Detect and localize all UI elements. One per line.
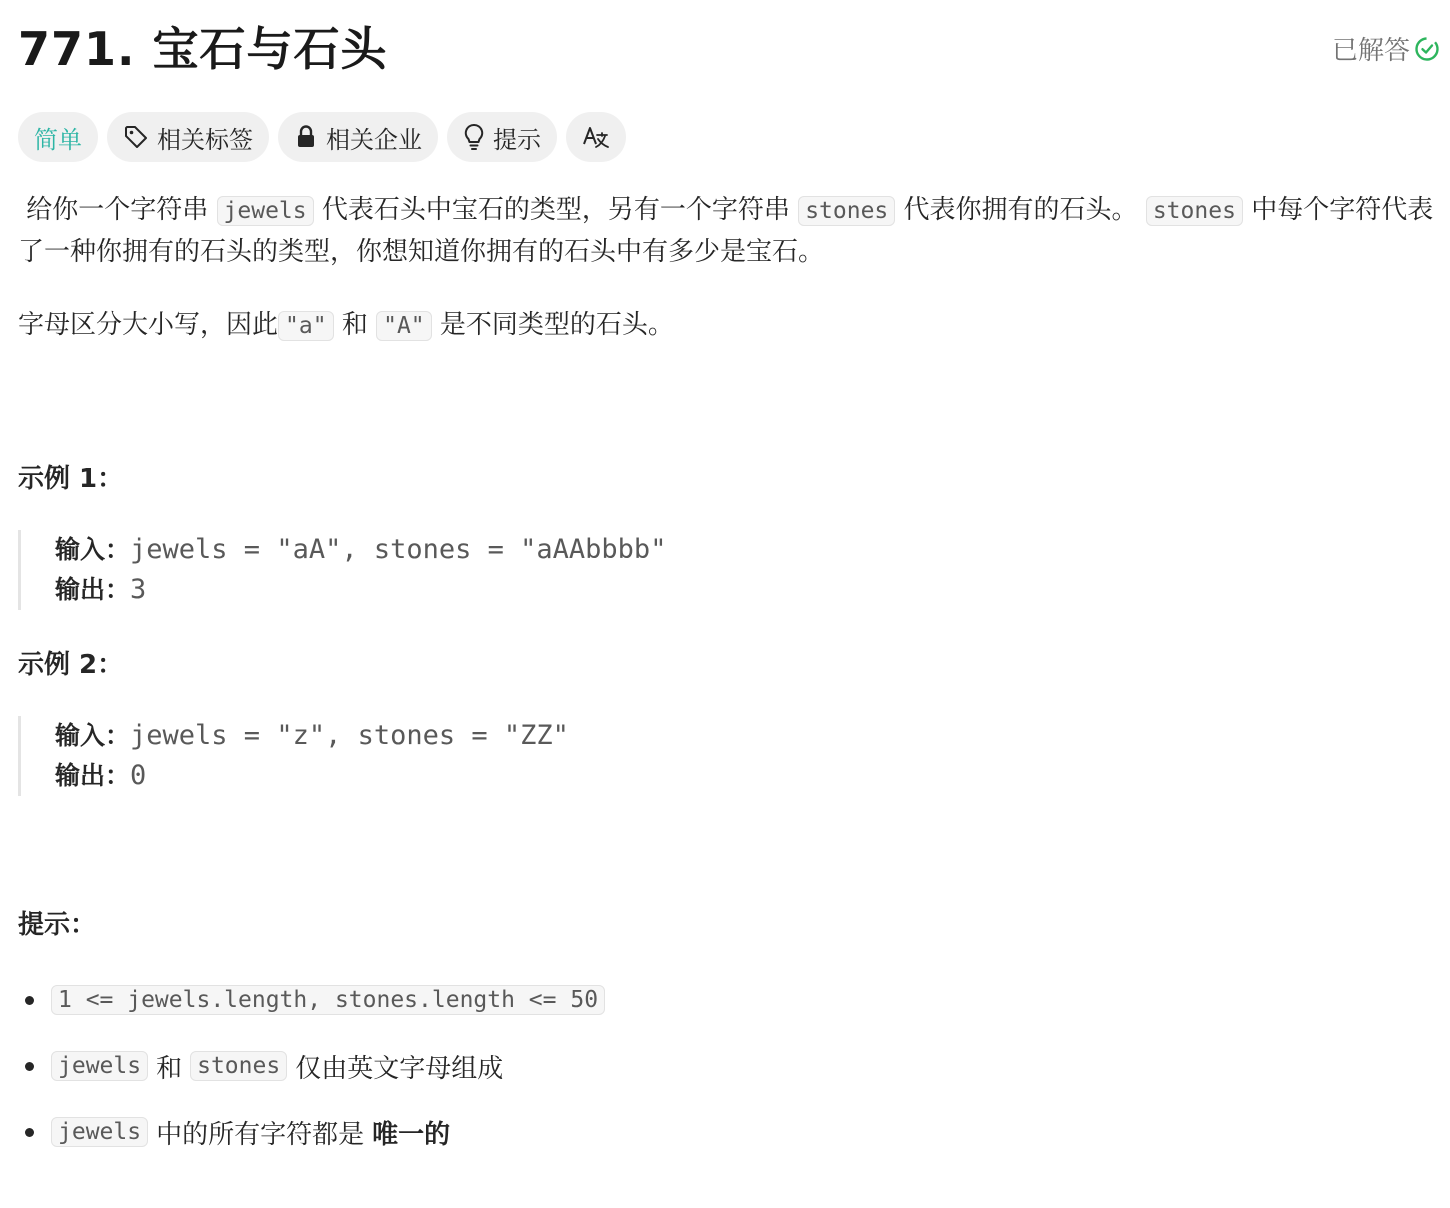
text: 代表石头中宝石的类型，另有一个字符串 bbox=[321, 195, 790, 225]
list-item bbox=[18, 1044, 511, 1088]
text: 中每个字符代表了一种你拥有的石头的类型，你想知道你拥有的石头中有多少是宝石。 bbox=[18, 195, 1434, 267]
input-value: jewels = "aA", stones = "aAAbbbb" bbox=[130, 534, 667, 565]
description-paragraph-2 bbox=[18, 305, 1436, 347]
example-2-block bbox=[18, 716, 918, 796]
example-1-block bbox=[18, 530, 918, 610]
code-jewels: jewels bbox=[217, 196, 314, 226]
translate-button[interactable] bbox=[566, 112, 626, 162]
lightbulb-icon bbox=[463, 123, 485, 151]
output-value: 0 bbox=[130, 760, 147, 791]
example-2-input bbox=[55, 716, 918, 756]
code-stones: stones bbox=[798, 196, 895, 226]
list-item bbox=[18, 978, 605, 1022]
output-value: 3 bbox=[130, 574, 147, 605]
problem-title: 771. 宝石与石头 bbox=[18, 22, 388, 76]
solved-label: 已解答 bbox=[1331, 36, 1410, 66]
problem-header bbox=[18, 18, 1440, 82]
example-1-title: 示例 1： bbox=[18, 464, 124, 494]
text: 给你一个字符串 bbox=[26, 195, 209, 225]
list-item bbox=[18, 1110, 450, 1154]
tag-icon bbox=[123, 124, 149, 150]
code-jewels: jewels bbox=[51, 1051, 148, 1081]
difficulty-label: 简单 bbox=[34, 125, 82, 154]
problem-tags bbox=[18, 112, 626, 162]
text: 字母区分大小写，因此 bbox=[18, 310, 279, 340]
code-jewels: jewels bbox=[51, 1117, 148, 1147]
input-label: 输入： bbox=[55, 721, 131, 750]
description-paragraph-1 bbox=[18, 190, 1436, 273]
text: 代表你拥有的石头。 bbox=[903, 195, 1138, 225]
code-uppercase-a: "A" bbox=[376, 311, 432, 341]
text: 和 bbox=[341, 310, 368, 340]
text: 是不同类型的石头。 bbox=[439, 310, 674, 340]
output-label: 输出： bbox=[55, 761, 131, 790]
emphasis-unique: 唯一的 bbox=[372, 1119, 451, 1150]
input-value: jewels = "z", stones = "ZZ" bbox=[130, 720, 569, 751]
code-stones: stones bbox=[1146, 196, 1243, 226]
example-1-input bbox=[55, 530, 918, 570]
lock-icon bbox=[294, 124, 318, 150]
bullet bbox=[25, 996, 34, 1005]
bullet bbox=[25, 1128, 34, 1137]
solved-status bbox=[1332, 30, 1440, 67]
output-label: 输出： bbox=[55, 575, 131, 604]
example-1-output bbox=[55, 570, 918, 610]
text: 仅由英文字母组成 bbox=[295, 1053, 504, 1084]
hint-label: 提示 bbox=[493, 125, 541, 154]
text: 中的所有字符都是 bbox=[156, 1119, 365, 1150]
related-tags-label: 相关标签 bbox=[157, 125, 253, 154]
translate-icon bbox=[582, 124, 610, 150]
example-2-output bbox=[55, 756, 918, 796]
bullet bbox=[25, 1062, 34, 1071]
related-companies-button[interactable] bbox=[278, 112, 438, 162]
code-stones: stones bbox=[190, 1051, 287, 1081]
constraints-title: 提示： bbox=[18, 910, 97, 940]
difficulty-badge bbox=[18, 112, 98, 162]
check-circle-icon bbox=[1414, 36, 1440, 62]
related-tags-button[interactable] bbox=[107, 112, 269, 162]
related-companies-label: 相关企业 bbox=[326, 125, 422, 154]
example-2-title: 示例 2： bbox=[18, 650, 124, 680]
constraint-length-code: 1 <= jewels.length, stones.length <= 50 bbox=[51, 985, 605, 1015]
text: 和 bbox=[156, 1053, 183, 1084]
problem-description bbox=[18, 190, 1436, 347]
input-label: 输入： bbox=[55, 535, 131, 564]
hint-button[interactable] bbox=[447, 112, 557, 162]
code-lowercase-a: "a" bbox=[278, 311, 334, 341]
